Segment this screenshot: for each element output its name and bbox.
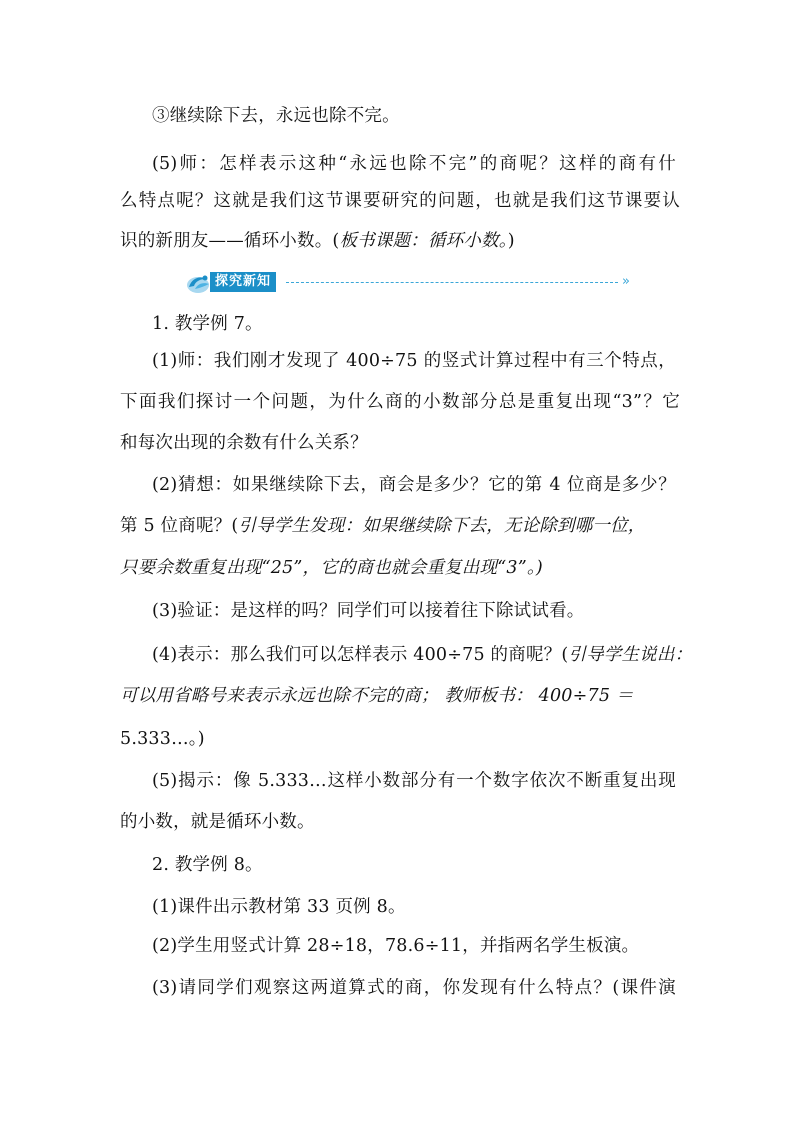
guidance-note-line: 可以用省略号来表示永远也除不完的商； 教师板书： 400÷75 ＝ bbox=[120, 686, 634, 706]
paragraph-line: (1)课件出示教材第 33 页例 8。 bbox=[152, 897, 406, 917]
paragraph-line: 和每次出现的余数有什么关系？ bbox=[120, 433, 368, 453]
paragraph-line: (2)学生用竖式计算 28÷18，78.6÷11，并指两名学生板演。 bbox=[152, 936, 640, 956]
paragraph-line: 的小数，就是循环小数。 bbox=[120, 812, 315, 832]
paragraph-line bbox=[152, 643, 693, 667]
paragraph-line: ③继续除下去，永远也除不完。 bbox=[152, 106, 400, 126]
swirl-logo-icon bbox=[186, 272, 212, 294]
paragraph-line: (2)猜想：如果继续除下去，商会是多少？它的第 4 位商是多少？ bbox=[152, 475, 676, 495]
guidance-note-line: 只要余数重复出现“25”，它的商也就会重复出现“3”。) bbox=[120, 558, 543, 578]
text-run: (4)表示：那么我们可以怎样表示 400÷75 的商呢？( bbox=[152, 645, 569, 665]
double-chevron-icon: » bbox=[622, 274, 630, 289]
guidance-note: 引导学生发现：如果继续除下去，无论除到哪一位， bbox=[238, 516, 646, 536]
paragraph-line: 下面我们探讨一个问题，为什么商的小数部分总是重复出现“3”？它 bbox=[120, 392, 680, 412]
paragraph-line: (5)师：怎样表示这种“永远也除不完”的商呢？这样的商有什 bbox=[152, 154, 676, 174]
paragraph-line bbox=[120, 229, 680, 253]
guidance-note: 引导学生说出： bbox=[568, 645, 693, 665]
paragraph-line: (5)揭示：像 5.333…这样小数部分有一个数字依次不断重复出现 bbox=[152, 771, 676, 791]
paragraph-line: 5.333…。) bbox=[120, 729, 205, 749]
paragraph-line: 2. 教学例 8。 bbox=[152, 855, 263, 875]
section-divider bbox=[286, 282, 618, 283]
text-run: 识的新朋友——循环小数。( bbox=[120, 231, 340, 251]
blackboard-note: 板书课题：循环小数。 bbox=[339, 231, 508, 251]
paragraph-line: (1)师：我们刚才发现了 400÷75 的竖式计算过程中有三个特点， bbox=[152, 351, 676, 371]
paragraph-line: (3)验证：是这样的吗？同学们可以接着往下除试试看。 bbox=[152, 601, 585, 621]
paragraph-line: 1. 教学例 7。 bbox=[152, 314, 263, 334]
section-title: 探究新知 bbox=[210, 272, 276, 292]
paragraph-line bbox=[120, 514, 680, 538]
section-header bbox=[186, 269, 646, 295]
text-run: 第 5 位商呢？( bbox=[120, 516, 239, 536]
paragraph-line: 么特点呢？这就是我们这节课要研究的问题，也就是我们这节课要认 bbox=[120, 191, 680, 211]
paragraph-line: (3)请同学们观察这两道算式的商，你发现有什么特点？(课件演 bbox=[152, 978, 676, 998]
text-run: ) bbox=[507, 231, 515, 251]
